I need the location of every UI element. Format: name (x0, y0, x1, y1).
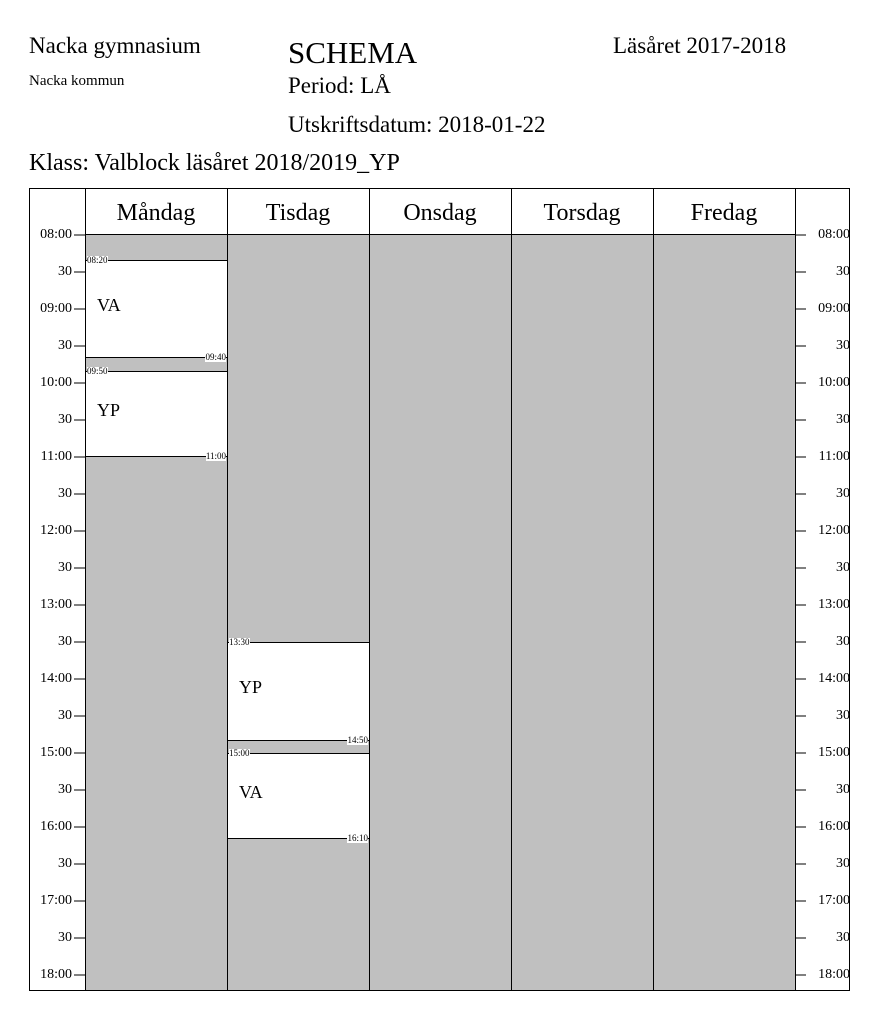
day-header: Torsdag (543, 200, 621, 226)
municipality: Nacka kommun (29, 73, 125, 89)
school-year: Läsåret 2017-2018 (613, 33, 787, 58)
day-header: Måndag (116, 200, 196, 226)
day-column-bg (511, 235, 653, 990)
time-label-left: 30 (58, 486, 72, 501)
lesson-block[interactable] (228, 637, 369, 745)
time-label-left: 11:00 (40, 449, 72, 464)
time-label-right: 13:00 (818, 597, 850, 612)
time-label-left: 30 (58, 560, 72, 575)
period: Period: LÅ (288, 73, 391, 98)
lesson-end-time: 14:50 (347, 734, 368, 745)
time-label-right: 10:00 (818, 375, 850, 390)
lesson-block[interactable] (86, 254, 227, 363)
day-header: Onsdag (403, 200, 477, 226)
time-label-left: 30 (58, 412, 72, 427)
time-label-right: 14:00 (818, 671, 850, 686)
time-label-right: 15:00 (818, 745, 850, 760)
time-label-left: 30 (58, 338, 72, 353)
time-label-left: 15:00 (40, 745, 72, 760)
time-label-right: 17:00 (818, 893, 850, 908)
time-label-right: 30 (836, 856, 850, 871)
time-label-right: 30 (836, 338, 850, 353)
time-label-right: 08:00 (818, 227, 850, 242)
lesson-name: YP (239, 677, 263, 698)
time-label-right: 30 (836, 264, 850, 279)
time-label-left: 30 (58, 782, 72, 797)
lesson-start-time: 13:30 (229, 637, 250, 647)
lesson-start-time: 08:20 (87, 254, 108, 265)
time-label-left: 12:00 (40, 523, 72, 538)
time-label-right: 16:00 (818, 819, 850, 834)
lesson-start-time: 09:50 (87, 365, 108, 376)
time-label-right: 30 (836, 782, 850, 797)
time-label-right: 30 (836, 560, 850, 575)
time-label-left: 08:00 (40, 227, 72, 242)
lesson-name: VA (239, 782, 263, 803)
time-label-right: 18:00 (818, 967, 850, 982)
day-header: Fredag (690, 200, 758, 226)
day-column-bg (369, 235, 511, 990)
time-label-right: 09:00 (818, 301, 850, 316)
time-label-right: 30 (836, 486, 850, 501)
print-date: Utskriftsdatum: 2018-01-22 (288, 112, 546, 137)
lesson-block[interactable] (228, 748, 369, 844)
time-label-left: 16:00 (40, 819, 72, 834)
time-label-right: 30 (836, 708, 850, 723)
time-label-left: 30 (58, 708, 72, 723)
time-label-left: 30 (58, 264, 72, 279)
lesson-end-time: 09:40 (205, 352, 226, 363)
lesson-start-time: 15:00 (229, 748, 250, 758)
lesson-end-time: 11:00 (205, 450, 226, 461)
class-name: Klass: Valblock läsåret 2018/2019_YP (29, 150, 400, 176)
lesson-name: YP (97, 399, 121, 420)
time-label-right: 30 (836, 412, 850, 427)
time-label-left: 30 (58, 856, 72, 871)
school-name: Nacka gymnasium (29, 33, 201, 58)
day-column-bg (653, 235, 795, 990)
time-label-left: 09:00 (40, 301, 72, 316)
time-label-left: 14:00 (40, 671, 72, 686)
time-label-right: 12:00 (818, 523, 850, 538)
day-header: Tisdag (265, 200, 331, 226)
time-label-right: 30 (836, 634, 850, 649)
time-label-left: 10:00 (40, 375, 72, 390)
lesson-end-time: 16:10 (347, 833, 368, 844)
time-label-left: 17:00 (40, 893, 72, 908)
page-title: SCHEMA (288, 35, 418, 70)
lesson-block[interactable] (86, 365, 227, 461)
time-label-left: 13:00 (40, 597, 72, 612)
time-label-left: 18:00 (40, 967, 72, 982)
time-label-right: 11:00 (818, 449, 850, 464)
lesson-name: VA (97, 294, 121, 315)
time-label-right: 30 (836, 930, 850, 945)
time-label-left: 30 (58, 634, 72, 649)
time-label-left: 30 (58, 930, 72, 945)
day-column-bg (227, 235, 369, 990)
